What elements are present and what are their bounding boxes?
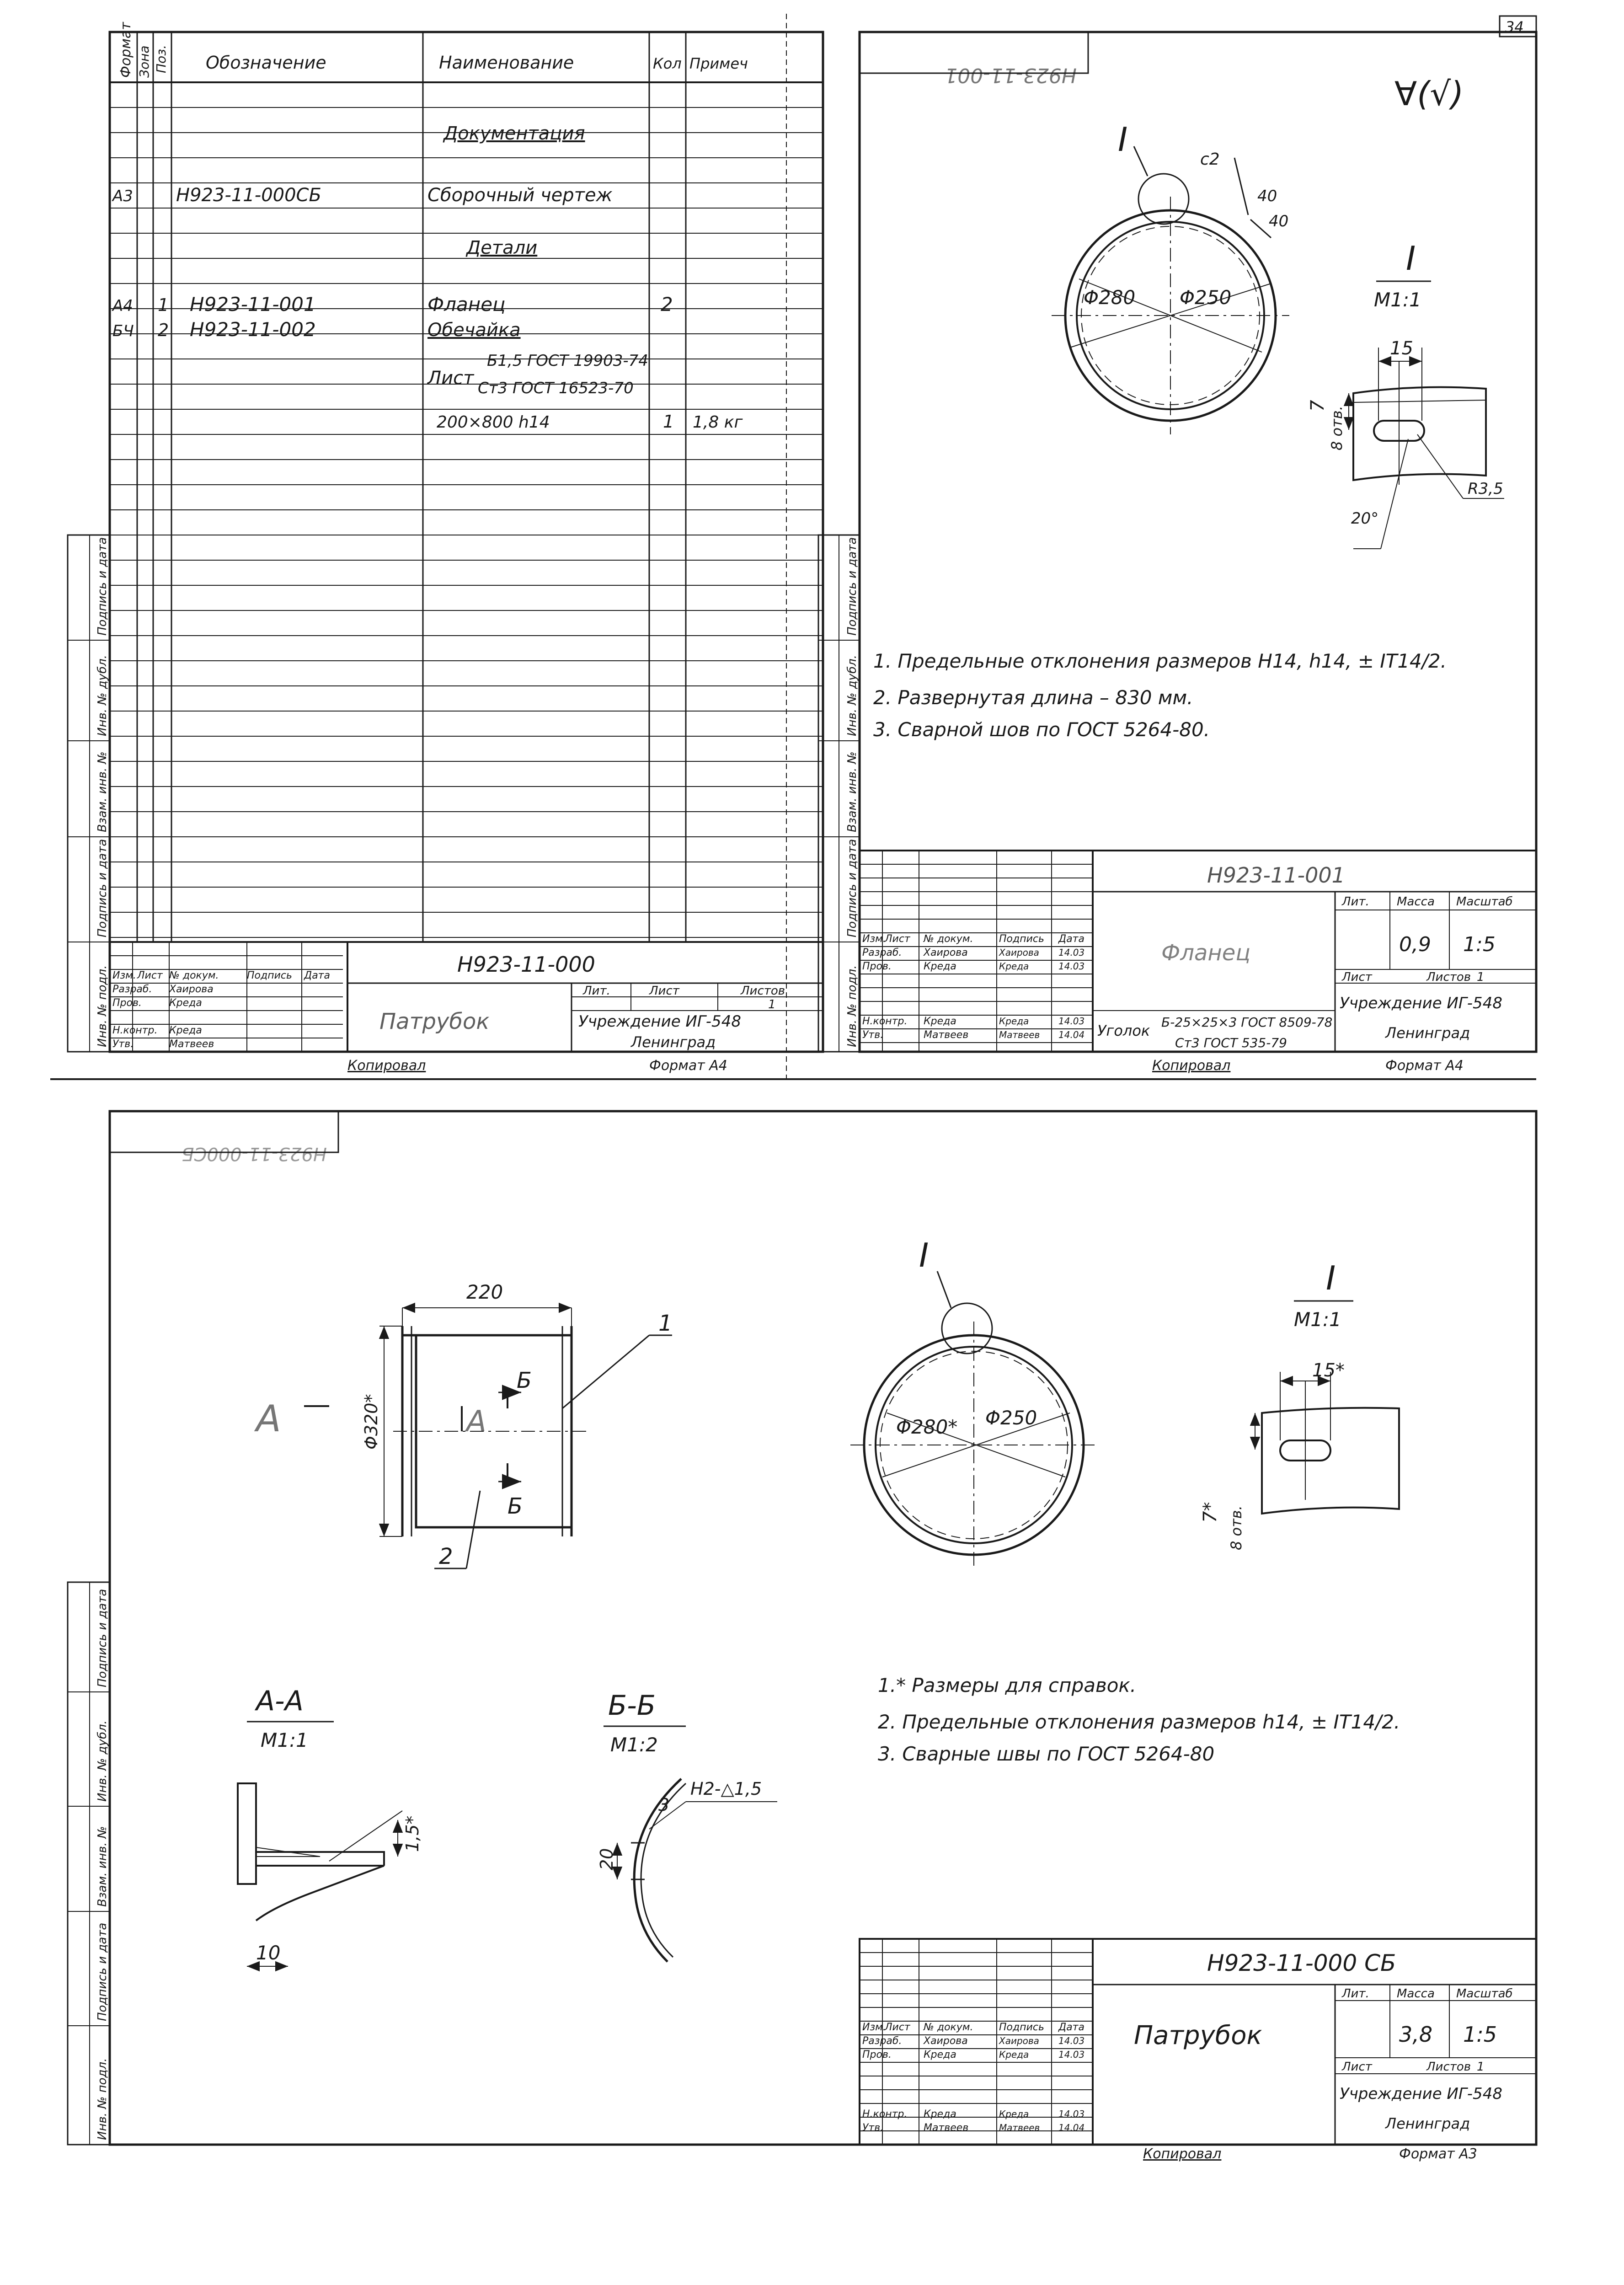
flange-stamp-label-5: Подпись и дата	[845, 537, 859, 636]
spec-row1-qty: 2	[661, 293, 673, 316]
assembly-tb-role-izm: Изм.	[862, 2022, 886, 2033]
assembly-stamp-label-5: Подпись и дата	[96, 1589, 109, 1687]
assembly-tb-lit-label: Лит.	[1342, 1987, 1369, 2001]
spec-stamp-label-4: Инв. № дубл.	[96, 655, 109, 736]
assembly-tb-staff-date-1: 14.03	[1058, 2035, 1085, 2046]
section-bb-label: Б-Б	[608, 1690, 656, 1722]
flange-detail-dim-15: 15	[1390, 338, 1413, 359]
flange-tb-lit-label: Лит.	[1342, 895, 1369, 909]
assembly-tb-staff-role-1: Разраб.	[862, 2035, 902, 2047]
assembly-tb-name: Патрубок	[1134, 2021, 1262, 2050]
assembly-tb-role-doc: № докум.	[924, 2022, 973, 2033]
spec-material-size: 200×800 h14	[437, 413, 550, 432]
spec-tb-staff-role-1: Разраб.	[112, 984, 152, 995]
flange-note-1: 1. Предельные отклонения размеров Н14, h14, ± IT14/2.	[873, 650, 1447, 672]
assembly-tb-staff-date-3: 14.03	[1058, 2108, 1085, 2119]
flange-tb-copied: Копировал	[1152, 1058, 1231, 1074]
assembly-tb-staff-role-4: Утв.	[862, 2122, 884, 2134]
flange-tb-staff-name-3: Креда	[924, 1016, 956, 1027]
sheet-number: 34	[1505, 18, 1524, 36]
spec-docs-format: А3	[112, 187, 133, 205]
flange-detail-view	[1307, 239, 1504, 549]
assembly-detail-holes: 8 отв.	[1228, 1505, 1245, 1550]
spec-side-stamp	[68, 535, 110, 1052]
flange-tb-role-date: Дата	[1058, 933, 1084, 945]
section-bb-view	[597, 1690, 777, 1962]
spec-material-line2: Ст3 ГОСТ 16523-70	[478, 379, 634, 397]
assembly-detail-view	[1200, 1259, 1399, 1550]
spec-row1-name: Фланец	[427, 293, 506, 316]
assembly-note-2: 2. Предельные отклонения размеров h14, ± IT14/2.	[878, 1711, 1400, 1733]
pipe-elevation-view	[254, 1281, 673, 1569]
flange-tb-staff-date-3: 14.03	[1058, 1016, 1085, 1027]
section-bb-scale: М1:2	[610, 1734, 658, 1756]
assembly-note-3: 3. Сварные швы по ГОСТ 5264-80	[878, 1743, 1215, 1765]
assembly-tb-role-list: Лист	[885, 2022, 910, 2033]
flange-note-3: 3. Сварной шов по ГОСТ 5264-80.	[873, 718, 1210, 741]
assembly-tb-scale: 1:5	[1463, 2022, 1497, 2047]
spec-stamp-label-1: Инв. № подл.	[96, 965, 109, 1047]
flange-dia-outer: Φ280	[1084, 286, 1136, 309]
assembly-pos-1: 1	[658, 1311, 673, 1336]
assembly-side-stamp	[68, 1582, 110, 2145]
assembly-stamp-label-2: Подпись и дата	[96, 1922, 109, 2021]
assembly-tb-staff-sign-4: Матвеев	[999, 2122, 1040, 2133]
spec-stamp-label-5: Подпись и дата	[96, 537, 109, 636]
flange-tb-name: Фланец	[1161, 940, 1250, 966]
spec-material-qty: 1	[663, 412, 674, 432]
assembly-tb-staff-role-2: Пров.	[862, 2049, 892, 2060]
flange-tb-scale-label: Масштаб	[1456, 895, 1513, 909]
assembly-tb-mass: 3,8	[1399, 2022, 1433, 2047]
spec-header-format: Формат	[118, 22, 134, 78]
flange-tb-staff-sign-1: Хаирова	[999, 947, 1039, 958]
flange-tb-staff-name-1: Хаирова	[924, 947, 968, 958]
assembly-tb-staff-name-4: Матвеев	[924, 2122, 969, 2134]
flange-tb-staff-role-2: Пров.	[862, 961, 892, 972]
assembly-tb-sheets-value: 1	[1477, 2060, 1485, 2074]
flange-tb-role-sign: Подпись	[999, 933, 1044, 945]
flange-detail-holes: 8 отв.	[1328, 406, 1346, 450]
spec-tb-sheet-label: Лист	[649, 984, 679, 998]
flange-tb-staff-name-2: Креда	[924, 961, 956, 972]
section-bb-pos-3: 3	[658, 1795, 670, 1815]
section-aa-dim-10: 10	[256, 1942, 281, 1964]
flange-weld: с2	[1200, 150, 1220, 169]
flange-detail-scale: М1:1	[1374, 289, 1421, 311]
spec-header-note: Примеч	[689, 55, 748, 72]
spec-material-line1: Б1,5 ГОСТ 19903-74	[487, 352, 648, 370]
flange-tb-staff-date-2: 14.03	[1058, 961, 1085, 972]
flange-stamp-top: Н923-11-001	[945, 64, 1077, 87]
flange-tb-city: Ленинград	[1385, 1024, 1470, 1042]
flange-tb-mass-label: Масса	[1397, 895, 1435, 909]
flange-dim-40a: 40	[1257, 187, 1277, 205]
flange-tb-staff-date-1: 14.03	[1058, 947, 1085, 958]
assembly-tb-role-sign: Подпись	[999, 2022, 1044, 2033]
assembly-tb-staff-role-3: Н.контр.	[862, 2108, 908, 2120]
flange-dim-40b: 40	[1269, 212, 1289, 230]
spec-row1-format: А4	[112, 297, 133, 315]
flange-title-block	[860, 851, 1536, 1074]
flange-tb-staff-role-3: Н.контр.	[862, 1016, 908, 1027]
flange-tb-staff-name-4: Матвеев	[924, 1029, 969, 1041]
flange-tb-sheet-label: Лист	[1342, 970, 1372, 984]
assembly-sheet	[68, 1111, 1536, 2162]
assembly-tb-staff-date-2: 14.03	[1058, 2049, 1085, 2060]
assembly-tb-staff-name-2: Креда	[924, 2049, 956, 2060]
assembly-ring-view	[850, 1236, 1097, 1568]
spec-tb-role-izm: Изм.	[112, 970, 136, 981]
assembly-tb-staff-sign-3: Креда	[999, 2108, 1029, 2119]
section-aa-dim-15: 1,5*	[402, 1815, 422, 1852]
spec-row1-designation: Н923-11-001	[190, 293, 316, 316]
assembly-tb-doc-number: Н923-11-000 СБ	[1207, 1950, 1396, 1976]
spec-tb-city: Ленинград	[631, 1033, 716, 1051]
spec-row2-designation: Н923-11-002	[190, 318, 316, 341]
assembly-detail-label: I	[919, 1236, 929, 1274]
spec-tb-staff-role-4: Утв.	[112, 1038, 134, 1050]
spec-tb-sheets-label: Листов	[741, 984, 785, 998]
spec-header-zone: Зона	[137, 45, 152, 78]
section-aa-scale: М1:1	[261, 1729, 308, 1751]
assembly-detail-dim-7: 7*	[1200, 1502, 1221, 1523]
flange-tb-material-line2: Ст3 ГОСТ 535-79	[1175, 1035, 1287, 1050]
spec-docs-name: Сборочный чертеж	[427, 185, 613, 206]
spec-tb-name: Патрубок	[379, 1009, 490, 1034]
flange-note-2: 2. Развернутая длина – 830 мм.	[873, 686, 1193, 709]
spec-tb-format: Формат А4	[649, 1058, 727, 1074]
flange-tb-mass: 0,9	[1399, 933, 1431, 956]
section-bb-weld: Н2-△1,5	[690, 1779, 762, 1799]
spec-tb-org: Учреждение ИГ-548	[578, 1012, 741, 1031]
section-bb-dim-20: 20	[597, 1848, 617, 1870]
spec-tb-staff-name-4: Матвеев	[169, 1038, 214, 1050]
flange-tb-staff-date-4: 14.04	[1058, 1029, 1085, 1040]
spec-material-note: 1,8 кг	[693, 413, 743, 432]
assembly-section-a: А	[466, 1405, 486, 1439]
spec-tb-staff-name-2: Креда	[169, 997, 202, 1009]
assembly-stamp-label-4: Инв. № дубл.	[96, 1720, 109, 1802]
assembly-tb-org: Учреждение ИГ-548	[1340, 2085, 1502, 2103]
spec-tb-role-list: Лист	[137, 970, 163, 981]
spec-docs-designation: Н923-11-000СБ	[176, 185, 321, 206]
flange-tb-staff-sign-4: Матвеев	[999, 1029, 1040, 1040]
flange-stamp-label-1: Инв. № подл.	[845, 965, 859, 1047]
assembly-tb-copied: Копировал	[1143, 2146, 1222, 2162]
flange-tb-role-list: Лист	[885, 933, 910, 945]
spec-section-docs: Документация	[443, 123, 585, 144]
spec-title-block	[110, 942, 823, 1074]
assembly-view-label: А	[256, 1397, 281, 1440]
assembly-note-1: 1.* Размеры для справок.	[878, 1674, 1137, 1696]
spec-row2-pos: 2	[158, 320, 169, 340]
spec-material-prefix: Лист	[427, 368, 474, 389]
flange-tb-staff-sign-2: Креда	[999, 961, 1029, 972]
spec-row1-pos: 1	[158, 295, 169, 315]
assembly-stamp-label-3: Взам. инв. №	[96, 1826, 109, 1907]
assembly-title-block	[860, 1939, 1536, 2162]
flange-tb-org: Учреждение ИГ-548	[1340, 994, 1502, 1012]
flange-tb-staff-role-1: Разраб.	[862, 947, 902, 958]
flange-detail-radius: R3,5	[1468, 480, 1503, 498]
assembly-tb-mass-label: Масса	[1397, 1987, 1435, 2001]
flange-roughness: ∀(√)	[1394, 75, 1464, 113]
flange-detail-label: I	[1118, 120, 1128, 159]
flange-detail-angle: 20°	[1351, 509, 1379, 528]
spec-row2-format: БЧ	[112, 322, 134, 340]
assembly-tb-scale-label: Масштаб	[1456, 1987, 1513, 2001]
spec-tb-role-date: Дата	[304, 970, 330, 981]
assembly-tb-city: Ленинград	[1385, 2115, 1470, 2132]
flange-tb-staff-sign-3: Креда	[999, 1016, 1029, 1027]
flange-side-stamp	[818, 535, 860, 1052]
section-aa-label: А-А	[256, 1685, 304, 1717]
assembly-tb-sheets-label: Листов	[1426, 2060, 1471, 2074]
flange-detail-view-label: I	[1406, 239, 1416, 278]
assembly-dia-inner: Φ250	[985, 1407, 1037, 1429]
spec-tb-lit-label: Лит.	[583, 984, 610, 998]
spec-tb-role-doc: № докум.	[169, 970, 219, 981]
spec-tb-doc-number: Н923-11-000	[457, 952, 595, 977]
flange-tb-material-prefix: Уголок	[1097, 1022, 1150, 1039]
assembly-tb-sheet-label: Лист	[1342, 2060, 1372, 2074]
assembly-section-b-top: Б	[517, 1368, 532, 1393]
assembly-tb-staff-sign-1: Хаирова	[999, 2035, 1039, 2046]
spec-header-qty: Кол	[653, 55, 682, 72]
spec-tb-role-sign: Подпись	[247, 970, 292, 981]
flange-tb-doc-number: Н923-11-001	[1207, 863, 1345, 888]
assembly-dim-220: 220	[466, 1281, 503, 1303]
spec-tb-staff-role-3: Н.контр.	[112, 1025, 158, 1036]
spec-section-parts: Детали	[466, 237, 538, 258]
flange-detail-dim-7: 7	[1307, 400, 1328, 412]
specification-sheet	[68, 21, 823, 1074]
assembly-tb-staff-sign-2: Креда	[999, 2049, 1029, 2060]
section-aa-view	[238, 1685, 422, 1966]
spec-tb-sheets-value: 1	[768, 998, 776, 1011]
assembly-dim-320: Φ320*	[361, 1394, 381, 1450]
flange-tb-role-izm: Изм.	[862, 933, 886, 945]
assembly-tb-role-date: Дата	[1058, 2022, 1084, 2033]
spec-tb-staff-name-1: Хаирова	[169, 984, 214, 995]
flange-stamp-label-3: Взам. инв. №	[845, 751, 859, 832]
assembly-dia-outer: Φ280*	[896, 1416, 958, 1438]
spec-row2-name: Обечайка	[427, 320, 521, 341]
flange-tb-sheets-value: 1	[1477, 970, 1485, 984]
flange-tb-sheets-label: Листов	[1426, 970, 1471, 984]
spec-header-pos: Поз.	[154, 45, 169, 73]
spec-stamp-label-3: Взам. инв. №	[96, 751, 109, 832]
assembly-stamp-top: Н923-11-000СБ	[182, 1143, 327, 1164]
flange-tb-material-line1: Б-25×25×3 ГОСТ 8509-78	[1161, 1015, 1333, 1030]
assembly-tb-staff-name-1: Хаирова	[924, 2035, 968, 2047]
spec-header-name: Наименование	[439, 53, 574, 73]
flange-stamp-label-4: Инв. № дубл.	[845, 655, 859, 736]
spec-table-grid	[110, 107, 823, 937]
flange-tb-format: Формат А4	[1385, 1058, 1464, 1074]
assembly-detail-dim-15: 15*	[1312, 1360, 1345, 1381]
spec-tb-staff-name-3: Креда	[169, 1025, 202, 1036]
flange-ring-view	[1052, 120, 1289, 434]
spec-tb-staff-role-2: Пров.	[112, 997, 142, 1009]
flange-dia-inner: Φ250	[1180, 286, 1232, 309]
assembly-detail-view-label: I	[1326, 1259, 1336, 1297]
assembly-tb-format: Формат А3	[1399, 2146, 1477, 2162]
assembly-tb-staff-name-3: Креда	[924, 2108, 956, 2120]
flange-sheet	[818, 16, 1536, 1074]
flange-tb-staff-role-4: Утв.	[862, 1029, 884, 1041]
assembly-stamp-label-1: Инв. № подл.	[96, 2058, 109, 2140]
flange-stamp-label-2: Подпись и дата	[845, 839, 859, 937]
flange-tb-scale: 1:5	[1463, 933, 1496, 956]
assembly-tb-staff-date-4: 14.04	[1058, 2122, 1085, 2133]
assembly-pos-2: 2	[439, 1544, 453, 1569]
spec-header-designation: Обозначение	[206, 53, 326, 73]
spec-stamp-label-2: Подпись и дата	[96, 839, 109, 937]
assembly-section-b-bot: Б	[508, 1493, 523, 1519]
flange-tb-role-doc: № докум.	[924, 933, 973, 945]
assembly-detail-scale: М1:1	[1294, 1308, 1341, 1331]
spec-tb-copied: Копировал	[347, 1058, 426, 1074]
